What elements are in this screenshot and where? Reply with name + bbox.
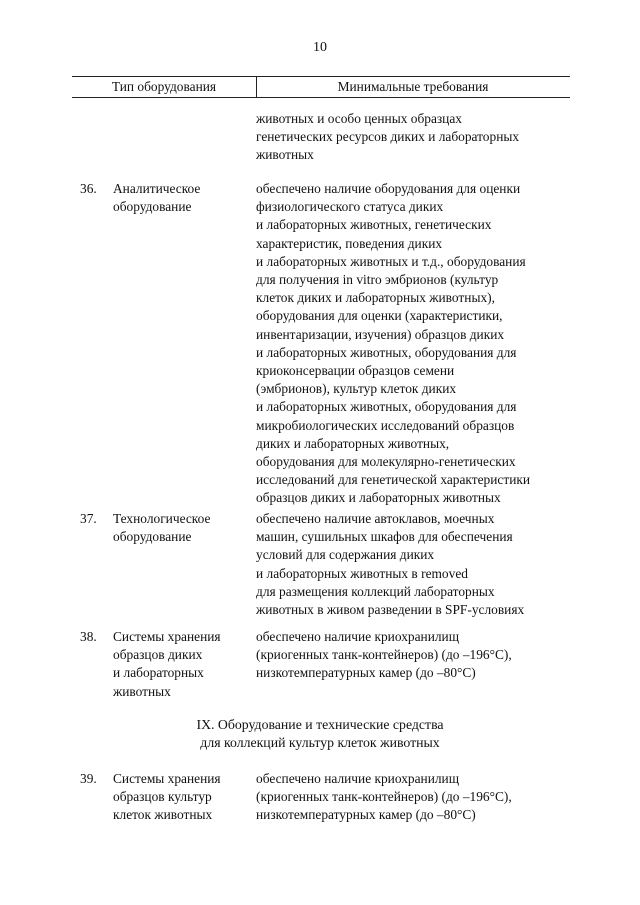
text-line: (криогенных танк-контейнеров) (до –196°С),: [256, 647, 512, 663]
row-number-38: 38.: [80, 629, 97, 644]
text-line: животных: [256, 147, 314, 163]
text-line: клеток диких и лабораторных животных),: [256, 290, 495, 306]
text-line: обеспечено наличие криохранилищ: [256, 771, 460, 786]
text-line: образцов культур: [113, 789, 212, 805]
text-line: образцов диких: [113, 647, 203, 663]
requirements-technological: [256, 510, 524, 619]
page-number: 10: [313, 40, 327, 55]
text-line: обеспечено наличие оборудования для оценки: [256, 181, 521, 196]
text-line: низкотемпературных камер (до –80°С): [256, 665, 476, 681]
requirements-storage-wild: [256, 628, 512, 683]
text-line: характеристик, поведения диких: [256, 235, 443, 251]
text-line: (эмбрионов), культур клеток диких: [256, 381, 457, 397]
row-number-36: 36.: [80, 181, 97, 196]
text-line: и лабораторных животных в removed: [256, 565, 468, 581]
requirements-analytical: [256, 180, 530, 508]
equipment-name-storage-cells: [113, 770, 221, 825]
text-line: обеспечено наличие криохранилищ: [256, 629, 460, 644]
column-header-requirements: Минимальные требования: [337, 79, 489, 94]
text-line: оборудования для оценки (характеристики,: [256, 308, 503, 324]
text-line: образцов диких и лабораторных животных: [256, 490, 501, 506]
text-line: условий для содержания диких: [256, 547, 435, 563]
text-line: диких и лабораторных животных,: [256, 435, 450, 451]
section-title: [0, 716, 640, 752]
text-line: Аналитическое: [113, 181, 201, 196]
text-line: оборудование: [113, 199, 192, 215]
column-header-equipment-type: Тип оборудования: [111, 79, 217, 94]
text-line: низкотемпературных камер (до –80°С): [256, 807, 476, 823]
text-line: клеток животных: [113, 807, 213, 823]
text-line: генетических ресурсов диких и лабораторных: [256, 129, 520, 145]
requirements-storage-cells: [256, 770, 512, 825]
text-line: и лабораторных: [113, 665, 204, 681]
text-line: Системы хранения: [113, 629, 221, 644]
text-line: инвентаризации, изучения) образцов диких: [256, 326, 505, 342]
text-line: микробиологических исследований образцов: [256, 417, 515, 433]
text-line: физиологического статуса диких: [256, 199, 444, 215]
text-line: обеспечено наличие автоклавов, моечных: [256, 511, 495, 526]
text-line: исследований для генетической характеристики: [256, 472, 531, 488]
text-line: и лабораторных животных, оборудования для: [256, 399, 517, 415]
text-line: IX. Оборудование и технические средства: [196, 717, 444, 732]
equipment-name-storage-wild: [113, 628, 221, 701]
row-number-39: 39.: [80, 771, 97, 786]
text-line: животных: [113, 683, 171, 699]
equipment-name-analytical: [113, 180, 200, 216]
text-line: животных и особо ценных образцах: [256, 111, 462, 126]
text-line: (криогенных танк-контейнеров) (до –196°С),: [256, 789, 512, 805]
table-header: [72, 76, 570, 98]
text-line: и лабораторных животных и т.д., оборудования: [256, 253, 526, 269]
text-line: Технологическое: [113, 511, 211, 526]
text-line: для коллекций культур клеток животных: [200, 735, 440, 751]
text-line: и лабораторных животных, генетических: [256, 217, 492, 233]
text-line: криоконсервации образцов семени: [256, 363, 455, 379]
text-line: Системы хранения: [113, 771, 221, 786]
text-line: для размещения коллекций лабораторных: [256, 583, 495, 599]
text-line: животных в живом разведении в SPF-условиях: [256, 602, 525, 618]
continuation-text: [256, 110, 519, 165]
text-line: оборудование: [113, 529, 192, 545]
text-line: машин, сушильных шкафов для обеспечения: [256, 529, 513, 545]
text-line: для получения in vitro эмбрионов (культур: [256, 272, 499, 288]
text-line: и лабораторных животных, оборудования для: [256, 344, 517, 360]
text-line: оборудования для молекулярно-генетических: [256, 454, 516, 470]
row-number-37: 37.: [80, 511, 97, 526]
equipment-name-technological: [113, 510, 210, 546]
